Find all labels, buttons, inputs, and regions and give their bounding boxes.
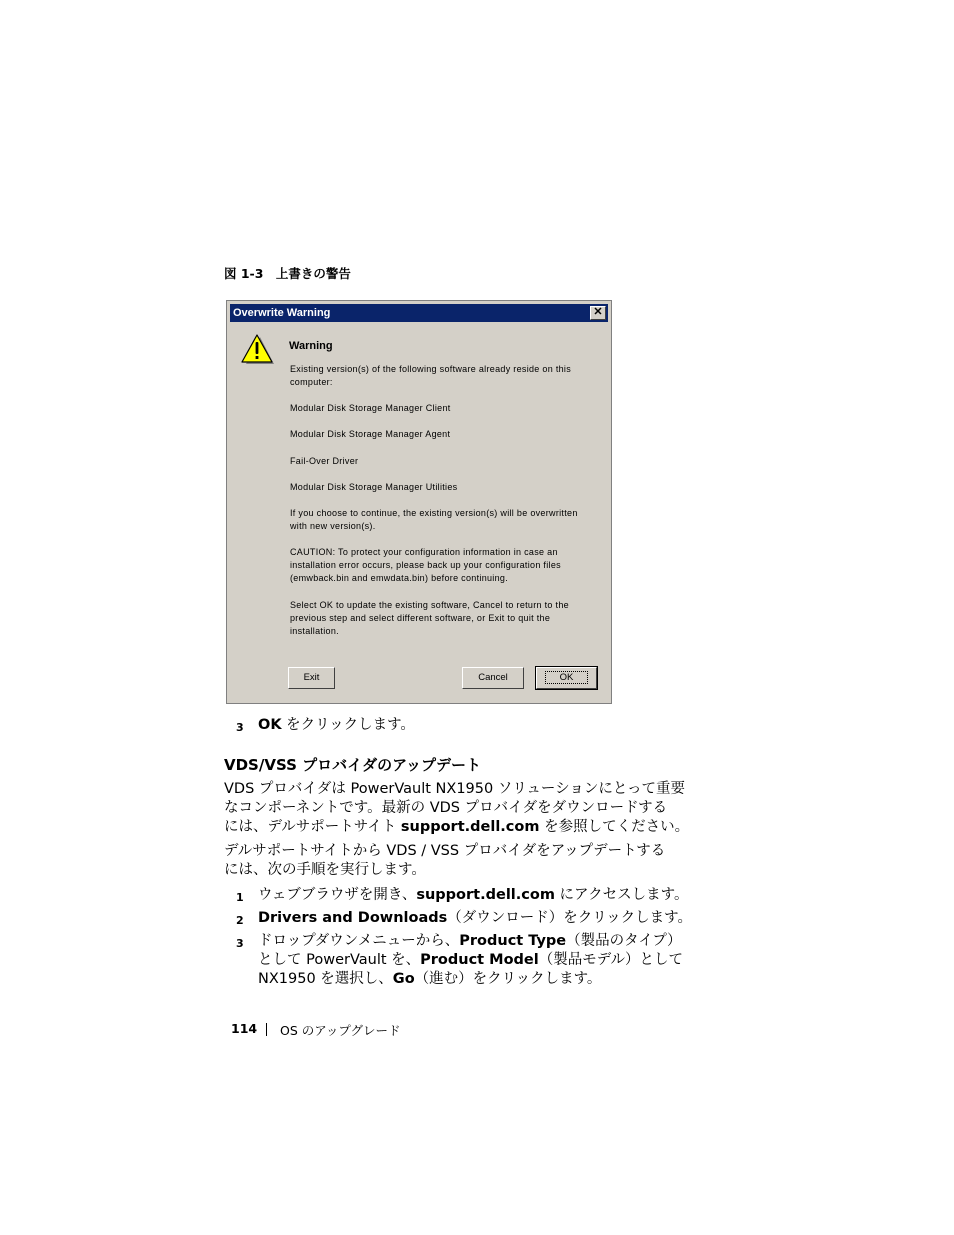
step-ok-text: OK をクリックします。 <box>258 717 415 733</box>
step-number: 1 <box>236 891 244 904</box>
dialog-message-instructions: Select OK to update the existing software, Cancel to return to the previous step and select different software, or Exit to quit the installation. <box>290 600 569 636</box>
figure-caption: 図 1-3 上書きの警告 <box>224 266 351 281</box>
procedure-paragraph: デルサポートサイトから VDS / VSS プロバイダをアップデートする には、次の手順を実行します。 <box>224 843 666 878</box>
step-2-text: Drivers and Downloads（ダウンロード）をクリックします。 <box>258 910 693 926</box>
support-link: support.dell.com <box>400 819 540 835</box>
dialog-title: Overwrite Warning <box>233 307 331 319</box>
exit-button[interactable]: Exit <box>288 667 335 689</box>
overwrite-warning-dialog <box>226 300 612 704</box>
page-number: 114 <box>231 1021 258 1036</box>
dialog-message-existing: Existing version(s) of the following software already reside on this computer: <box>290 364 572 387</box>
dialog-software-client: Modular Disk Storage Manager Client <box>290 403 451 413</box>
dialog-titlebar <box>230 304 608 322</box>
close-icon[interactable]: ✕ <box>590 306 606 320</box>
dialog-software-failover: Fail-Over Driver <box>290 456 359 466</box>
cancel-button[interactable]: Cancel <box>462 667 524 689</box>
dialog-heading: Warning <box>289 340 333 352</box>
dialog-message-caution: CAUTION: To protect your configuration information in case an installation error occurs, please back up your configuration files (emwback.bin and emwdata.bin) before continuing. <box>290 547 561 583</box>
dialog-message-continue: If you choose to continue, the existing version(s) will be overwritten with new version(s). <box>290 508 578 531</box>
step-number: 2 <box>236 914 244 927</box>
step-number: 3 <box>236 721 244 734</box>
section-title: VDS/VSS プロバイダのアップデート <box>224 756 482 774</box>
dialog-software-utilities: Modular Disk Storage Manager Utilities <box>290 482 458 492</box>
footer-divider <box>266 1023 267 1036</box>
dialog-software-agent: Modular Disk Storage Manager Agent <box>290 429 451 439</box>
ok-button[interactable]: OK <box>536 667 597 689</box>
step-1-text: ウェブブラウザを開き、support.dell.com にアクセスします。 <box>258 887 689 903</box>
warning-triangle-icon <box>241 334 275 366</box>
chapter-title: OS のアップグレード <box>280 1023 401 1038</box>
step-3-text: ドロップダウンメニューから、Product Type（製品のタイプ） として PowerVault を、Product Model（製品モデル）として NX1950 を選択し、Go（進む）をクリックします。 <box>258 933 684 987</box>
intro-paragraph: VDS プロバイダは PowerVault NX1950 ソリューションにとって重要 なコンポーネントです。最新の VDS プロバイダをダウンロードする には、デルサポートサイト support.dell.com を参照してください。 <box>224 781 690 835</box>
step-number: 3 <box>236 937 244 950</box>
